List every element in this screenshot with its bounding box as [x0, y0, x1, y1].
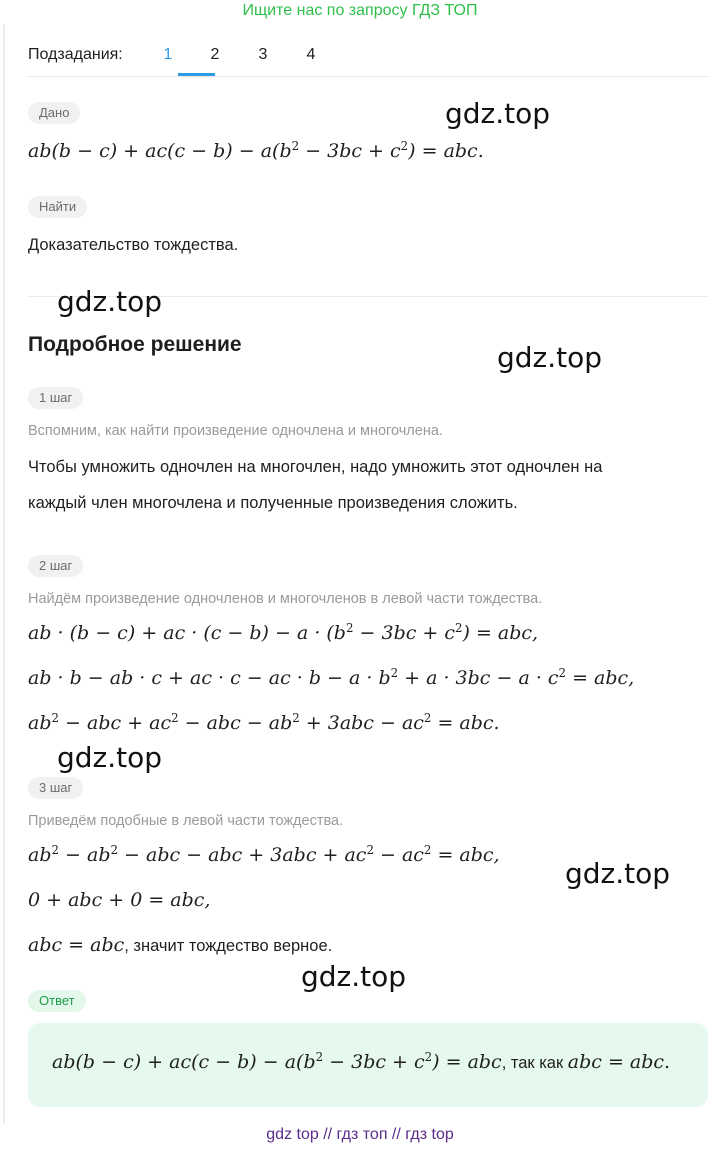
given-chip: Дано — [28, 102, 80, 124]
tab-3[interactable]: 3 — [258, 46, 268, 63]
step-2-formula-3: $ab^2$ − abc + $ac^2$ − abc − $ab^2 + 3abc - ac^2$ = abc. — [28, 710, 500, 734]
step-2-formula-1: ab · (b − c) + ac · $(c - b) - a \cdot (b^2 - 3bc + c^2)$ = abc, — [28, 620, 539, 644]
answer-formula-2: abc = abc. — [567, 1051, 671, 1073]
watermark: gdz.top — [301, 960, 407, 993]
step-2-hint: Найдём произведение одночленов и многочленов в левой части тождества. — [28, 591, 543, 607]
top-banner: Ищите нас по запросу ГДЗ ТОП — [242, 2, 478, 19]
tab-4[interactable]: 4 — [306, 46, 316, 63]
watermark: gdz.top — [445, 97, 551, 130]
answer-connector: , так как — [501, 1054, 568, 1072]
watermark: gdz.top — [57, 741, 163, 774]
answer-formula: $ab(b - c) + ac(c - b) - a(b^2 - 3bc + c^2)$ = abc — [52, 1049, 502, 1073]
active-tab-indicator — [178, 73, 215, 76]
solution-title: Подробное решение — [28, 333, 242, 356]
answer-chip: Ответ — [28, 990, 86, 1012]
subtasks-label: Подзадания: — [28, 46, 123, 63]
footer-links[interactable]: gdz top // гдз топ // гдз top — [266, 1126, 454, 1143]
step-3-formula-1: $ab^2 - ab^2$ − abc − abc + $3abc + ac^2 - ac^2$ = abc, — [28, 842, 500, 866]
step-2-chip: 2 шаг — [28, 555, 83, 577]
tab-2[interactable]: 2 — [210, 46, 220, 63]
step-3-formula-2: 0 + abc + 0 = abc, — [28, 889, 211, 911]
step-3-conclusion-text: , значит тождество верное. — [124, 937, 333, 955]
step-3-conclusion — [28, 934, 332, 956]
subtasks-bar — [28, 36, 708, 77]
answer-content — [52, 1051, 670, 1073]
step-1-line-2: каждый член многочлена и полученные произведения сложить. — [28, 494, 518, 512]
tab-1[interactable]: 1 — [163, 46, 173, 63]
step-1-line-1: Чтобы умножить одночлен на многочлен, надо умножить этот одночлен на — [28, 458, 603, 476]
watermark: gdz.top — [565, 857, 671, 890]
answer-box — [28, 1023, 708, 1107]
step-3-formula-3: abc = abc — [28, 934, 125, 956]
find-text: Доказательство тождества. — [28, 236, 239, 254]
step-2-formula-2: ab · b − ab · c + ac · c − ac · $b - a \cdot b^2 + a \cdot 3bc - a \cdot c^2$ = abc, — [28, 665, 635, 689]
step-3-chip: 3 шаг — [28, 777, 83, 799]
given-formula: $ab(b - c) + ac(c - b) - a(b^2 - 3bc + c^2)$ = abc. — [28, 138, 484, 162]
step-1-hint: Вспомним, как найти произведение одночлена и многочлена. — [28, 423, 443, 439]
left-rule — [3, 24, 5, 1124]
step-3-hint: Приведём подобные в левой части тождества. — [28, 813, 344, 829]
watermark: gdz.top — [497, 341, 603, 374]
step-1-chip: 1 шаг — [28, 387, 83, 409]
find-chip: Найти — [28, 196, 87, 218]
watermark: gdz.top — [57, 285, 163, 318]
